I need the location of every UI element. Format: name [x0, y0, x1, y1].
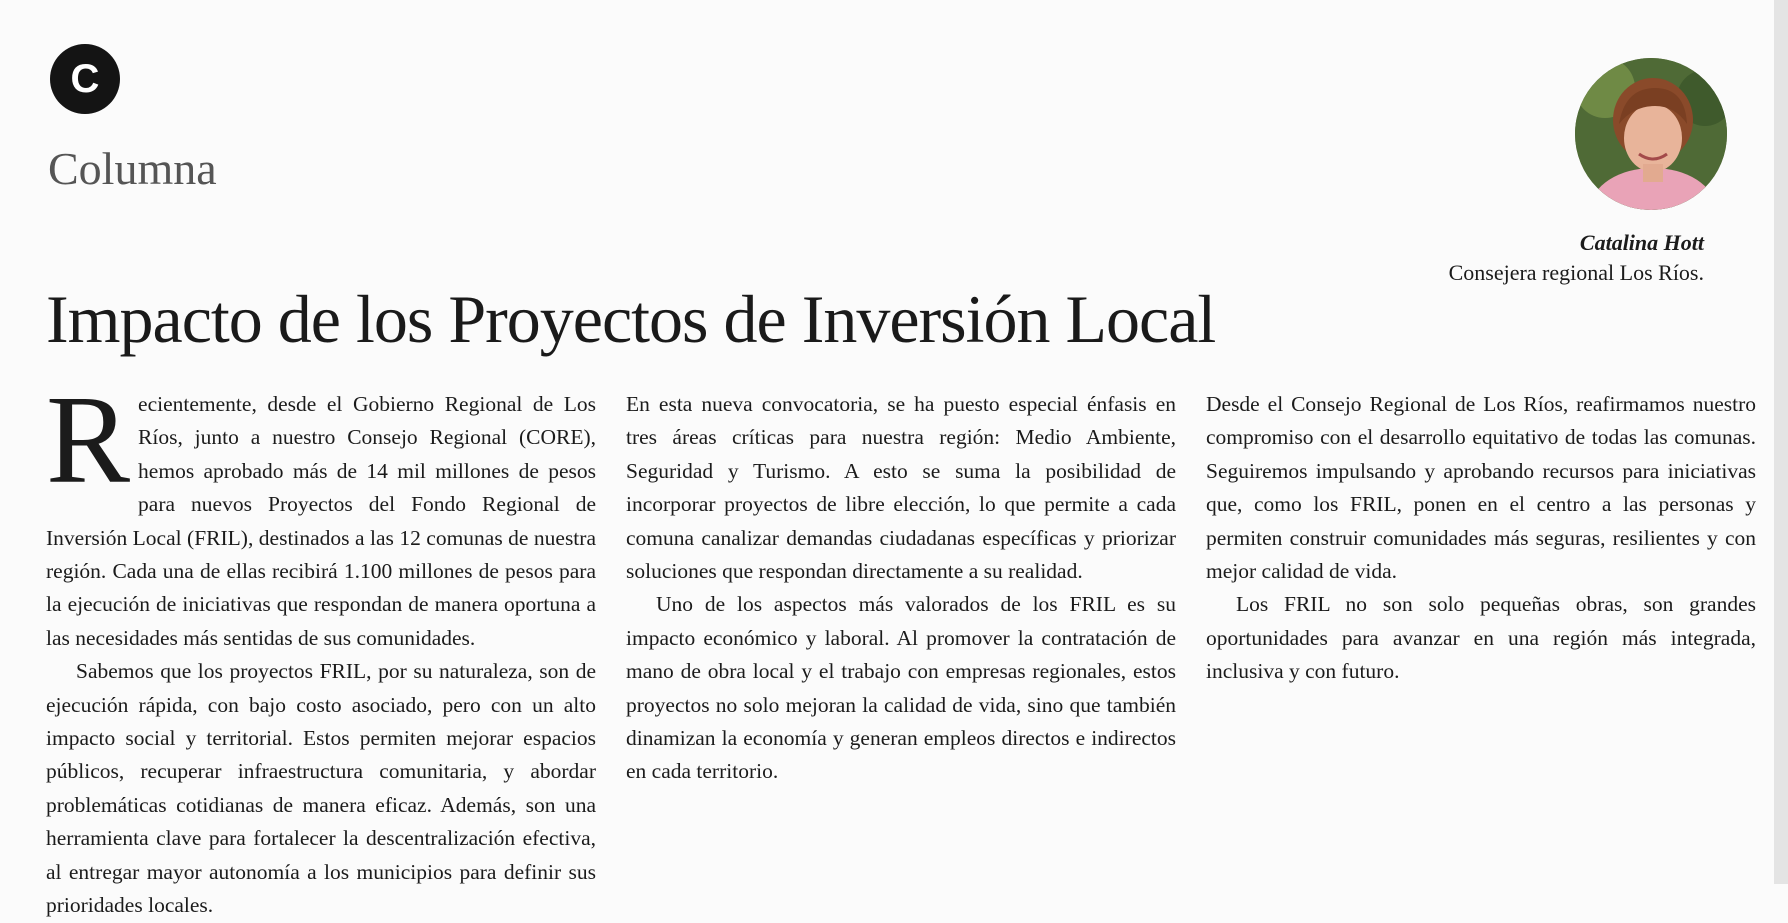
paragraph-1 — [46, 371, 596, 655]
section-label: Columna — [48, 143, 217, 194]
author-avatar — [1575, 58, 1727, 210]
author-role: Consejera regional Los Ríos. — [1448, 260, 1704, 285]
paragraph-3: En esta nueva convocatoria, se ha puesto especial énfasis en tres áreas críticas para nuestra región: Medio Ambiente, Seguridad y Turismo. A esto se suma la posibilidad de incorporar proyectos de libre elección, lo que permite a cada comuna canalizar demandas ciudadanas específicas y priorizar soluciones que respondan directamente a su realidad. — [626, 392, 1176, 584]
column-logo — [50, 44, 120, 114]
paragraph-6: Los FRIL no son solo pequeñas obras, son grandes oportunidades para avanzar en una región más integrada, inclusiva y con futuro. — [1206, 592, 1756, 684]
article-column-1 — [46, 371, 596, 918]
author-name: Catalina Hott — [1579, 230, 1704, 255]
article-body — [46, 371, 1756, 918]
page-edge — [1774, 0, 1788, 884]
article-column-3 — [1206, 388, 1756, 868]
article-column-2 — [626, 388, 1176, 868]
headline: Impacto de los Proyectos de Inversión Local — [46, 281, 1216, 357]
author-photo-icon — [1575, 58, 1727, 210]
dropcap: R — [46, 371, 131, 510]
paragraph-2: Sabemos que los proyectos FRIL, por su naturaleza, son de ejecución rápida, con bajo costo asociado, pero con un alto impacto social y territorial. Estos permiten mejorar espacios públicos, recuperar infraestructura comunitaria, y abordar problemáticas cotidianas de manera eficaz. Además, son una herramienta clave para fortalecer la descentralización efectiva, al entregar mayor autonomía a los municipios para definir sus prioridades locales. — [46, 659, 596, 918]
paragraph-5: Desde el Consejo Regional de Los Ríos, reafirmamos nuestro compromiso con el desarrollo equitativo de todas las comunas. Seguiremos impulsando y aprobando recursos para iniciativas que, como los FRIL, ponen en el centro a las personas y permiten construir comunidades más seguras, resilientes y con mejor calidad de vida. — [1206, 392, 1756, 584]
logo-letter: C — [70, 57, 100, 101]
paragraph-4: Uno de los aspectos más valorados de los FRIL es su impacto económico y laboral. Al promover la contratación de mano de obra local y el trabajo con empresas regionales, estos proyectos no solo mejoran la calidad de vida, sino que también dinamizan la economía y generan empleos directos e indirectos en cada territorio. — [626, 592, 1176, 784]
author-block — [1449, 228, 1704, 288]
paragraph-1-text: ecientemente, desde el Gobierno Regional de Los Ríos, junto a nuestro Consejo Regional (CORE), hemos aprobado más de 14 mil millones de pesos para nuevos Proyectos del Fondo Regional de Inversión Local (FRIL), destinados a las 12 comunas de nuestra región. Cada una de ellas recibirá 1.100 millones de pesos para la ejecución de iniciativas que respondan de manera oportuna a las necesidades más sentidas de sus comunidades. — [46, 392, 596, 650]
